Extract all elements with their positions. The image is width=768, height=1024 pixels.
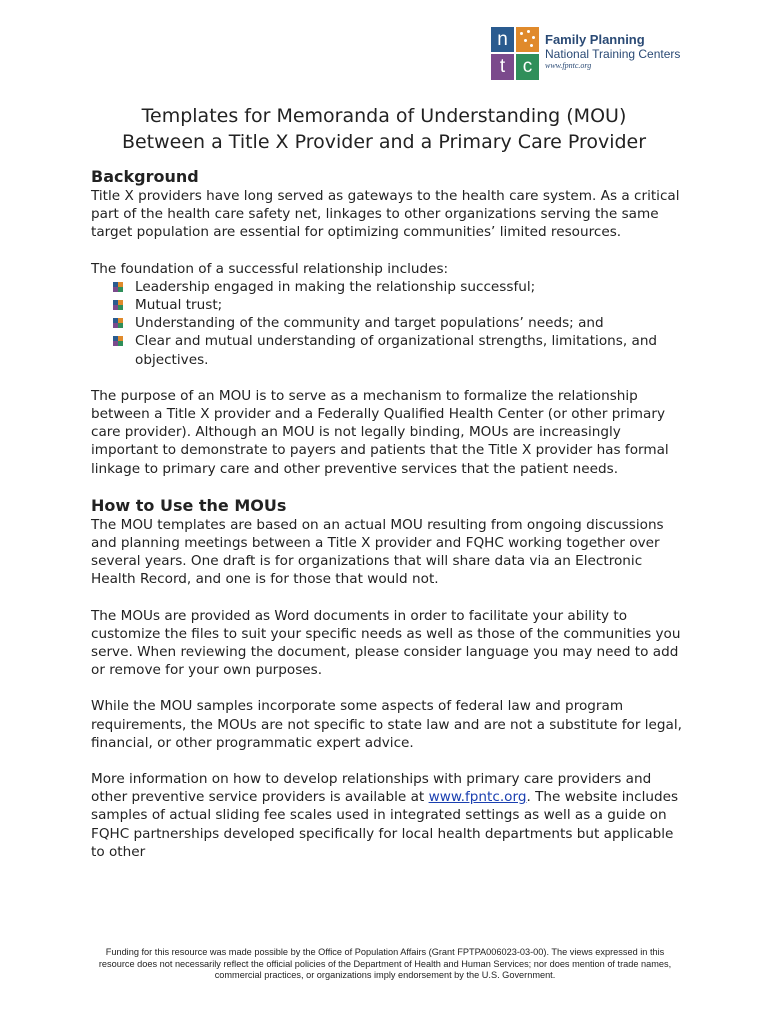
document-title [0, 103, 768, 155]
document-body [91, 167, 691, 861]
list-item [113, 332, 691, 368]
list-item [113, 314, 691, 332]
fpntc-link[interactable]: www.fpntc.org [428, 789, 527, 806]
how-to-paragraph-1: The MOU templates are based on an actual MOU resulting from ongoing discussions and planning meetings between a Title X provider and FQHC working together over several years. One draft is for organizations that will share data via an Electronic Health Record, and one is for those that would not. [91, 516, 664, 588]
how-to-paragraph-3: While the MOU samples incorporate some aspects of federal law and program requirements, the MOUs are not specific to state law and are not a substitute for legal, financial, or other programmatic expert advice. [91, 698, 682, 751]
title-line-1: Templates for Memoranda of Understanding (MOU) [141, 105, 627, 127]
section-heading-background: Background [91, 167, 199, 186]
foundation-intro: The foundation of a successful relationship includes: [91, 260, 449, 277]
how-to-paragraph-4 [91, 770, 691, 861]
list-item-text: Clear and mutual understanding of organizational strengths, limitations, and objectives. [135, 333, 658, 368]
how-to-paragraph-2: The MOUs are provided as Word documents in order to facilitate your ability to customize the files to suit your specific needs as well as those of the communities you serve. When reviewing the document, please consider language you may need to add or remove for your own purposes. [91, 607, 681, 679]
bullet-icon [113, 318, 123, 328]
fpntc-logo [491, 27, 680, 80]
logo-org-name: Family Planning [545, 32, 645, 47]
logo-tile-t: t [491, 54, 514, 80]
logo-tile-n: n [491, 27, 514, 52]
paragraph-text: . The website includes samples of actual sliding fee scales used in integrated settings as well as a guide on FQHC partnerships developed specifically for local health departments but applicable to other [91, 789, 679, 860]
background-paragraph-1: Title X providers have long served as gateways to the health care system. As a critical part of the health care safety net, linkages to other organizations serving the same target population are essential for optimizing communities’ limited resources. [91, 188, 680, 241]
logo-org-subtitle: National Training Centers [545, 47, 681, 61]
funding-disclaimer: Funding for this resource was made possible by the Office of Population Affairs (Grant FPTPA006023-03-00). The views expressed in this resource does not necessarily reflect the official policies of the Department of Health and Human Services; nor does mention of trade names, commercial practices, or organizations imply endorsement by the U.S. Government. [98, 947, 672, 980]
title-line-2: Between a Title X Provider and a Primary Care Provider [121, 131, 647, 153]
logo-tile-dots [516, 27, 539, 52]
logo-tile-c: c [516, 54, 539, 80]
list-item-text: Mutual trust; [135, 297, 223, 314]
logo-tiles [491, 27, 539, 80]
section-heading-how-to-use: How to Use the MOUs [91, 495, 287, 515]
bullet-icon [113, 336, 123, 346]
logo-url: www.fpntc.org [545, 61, 592, 70]
list-item [113, 278, 691, 296]
bullet-icon [113, 282, 123, 292]
bullet-icon [113, 300, 123, 310]
paragraph-text: More information on how to develop relationships with primary care providers and other preventive service providers is available at [91, 771, 652, 806]
list-item-text: Understanding of the community and target populations’ needs; and [135, 315, 604, 332]
background-paragraph-2: The purpose of an MOU is to serve as a mechanism to formalize the relationship between a Title X provider and a Federally Qualified Health Center (or other primary care provider). Although an MOU is not legally binding, MOUs are increasingly important to demonstrate to payers and patients that the Title X provider has formal linkage to primary care and other preventive services that the patient needs. [91, 387, 669, 477]
logo-text [545, 33, 680, 71]
foundation-list [91, 278, 691, 369]
list-item-text: Leadership engaged in making the relationship successful; [135, 278, 536, 295]
list-item [113, 296, 691, 314]
